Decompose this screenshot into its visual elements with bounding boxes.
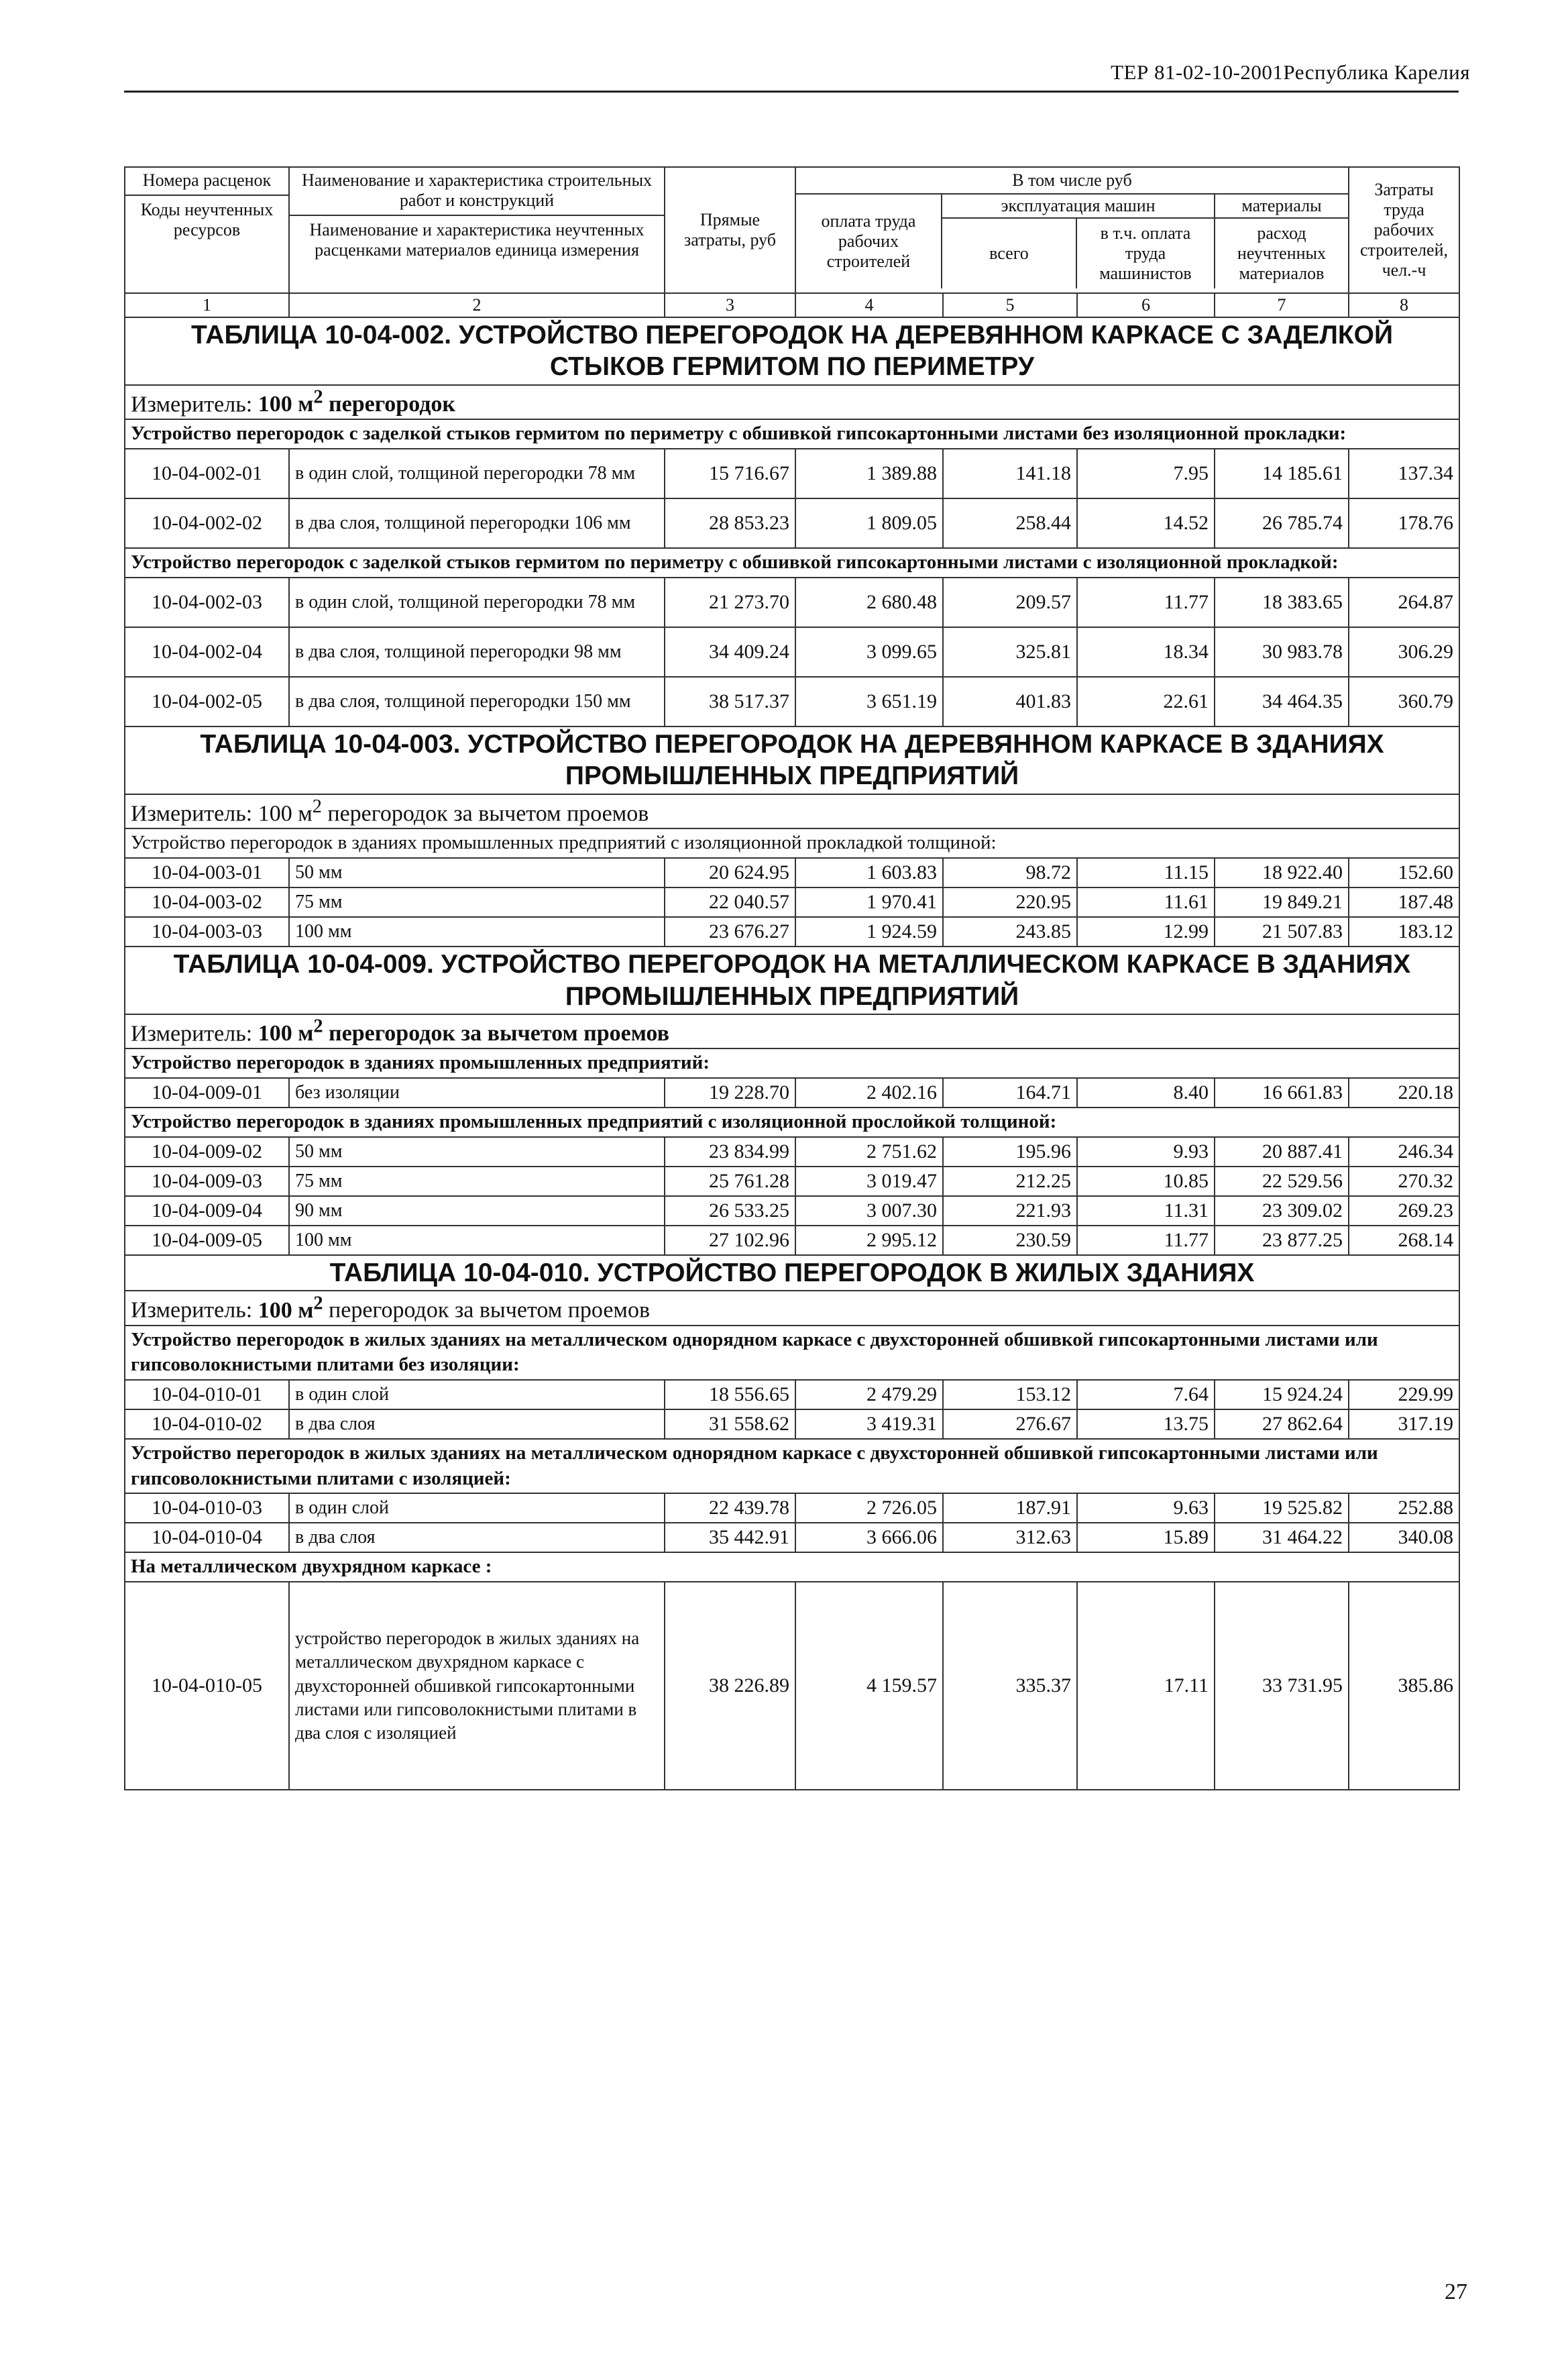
labor-hours: 268.14	[1349, 1226, 1459, 1255]
direct-cost: 23 676.27	[665, 917, 795, 947]
direct-cost: 27 102.96	[665, 1226, 795, 1255]
work-name: в два слоя, толщиной перегородки 150 мм	[289, 677, 665, 726]
work-name: 50 мм	[289, 858, 665, 887]
rate-code: 10-04-002-05	[125, 677, 289, 726]
direct-cost: 35 442.91	[665, 1523, 795, 1552]
col-number: 8	[1349, 293, 1459, 317]
col-header-2	[289, 167, 665, 293]
machinist-pay: 14.52	[1077, 498, 1215, 548]
price-table	[124, 166, 1460, 1790]
machinist-pay: 8.40	[1077, 1078, 1215, 1108]
rate-code: 10-04-010-04	[125, 1523, 289, 1552]
labor-hours: 246.34	[1349, 1137, 1459, 1167]
col-header-1	[125, 167, 289, 293]
materials: 22 529.56	[1215, 1167, 1349, 1196]
col-number: 1	[125, 293, 289, 317]
measure-unit: Измеритель: 100 $м^2$ перегородок за вычетом проемов	[125, 794, 1459, 828]
table-row	[125, 1409, 1459, 1439]
rate-code: 10-04-010-05	[125, 1582, 289, 1790]
direct-cost: 22 439.78	[665, 1493, 795, 1523]
table-row	[125, 917, 1459, 947]
col-number: 5	[943, 293, 1077, 317]
col-header-6: в т.ч. оплата труда машинистов	[1099, 223, 1192, 283]
labor-hours: 252.88	[1349, 1493, 1459, 1523]
direct-cost: 20 624.95	[665, 858, 795, 887]
machines-total: 98.72	[943, 858, 1077, 887]
section-row	[125, 1439, 1459, 1493]
labor-hours: 270.32	[1349, 1167, 1459, 1196]
direct-cost: 19 228.70	[665, 1078, 795, 1108]
machinist-pay: 13.75	[1077, 1409, 1215, 1439]
machinist-pay: 22.61	[1077, 677, 1215, 726]
col-header-4: оплата труда рабочих строителей	[796, 195, 942, 288]
materials: 23 877.25	[1215, 1226, 1349, 1255]
labor-pay: 4 159.57	[795, 1582, 943, 1790]
rate-code: 10-04-009-01	[125, 1078, 289, 1108]
column-number-row	[125, 293, 1459, 317]
section-row	[125, 828, 1459, 858]
labor-hours: 152.60	[1349, 858, 1459, 887]
work-name: в один слой, толщиной перегородки 78 мм	[289, 578, 665, 627]
work-name: устройство перегородок в жилых зданиях на металлическом двухрядном каркасе с двухсторонней обшивкой гипсокартонными листами или гипсоволокнистыми плитами в два слоя с изоляцией	[289, 1582, 665, 1790]
labor-pay: 1 924.59	[795, 917, 943, 947]
labor-hours: 137.34	[1349, 449, 1459, 498]
section-title: Устройство перегородок в зданиях промышленных предприятий с изоляционной прокладкой толщиной:	[125, 828, 1459, 858]
machines-total: 187.91	[943, 1493, 1077, 1523]
table-row	[125, 1523, 1459, 1552]
table-row	[125, 1582, 1459, 1790]
col-header-materials: материалы	[1215, 195, 1348, 219]
direct-cost: 25 761.28	[665, 1167, 795, 1196]
section-row	[125, 1326, 1459, 1380]
materials: 33 731.95	[1215, 1582, 1349, 1790]
labor-pay: 1 603.83	[795, 858, 943, 887]
rate-code: 10-04-003-01	[125, 858, 289, 887]
work-name: 50 мм	[289, 1137, 665, 1167]
table-row	[125, 1137, 1459, 1167]
labor-hours: 220.18	[1349, 1078, 1459, 1108]
work-name: в два слоя, толщиной перегородки 106 мм	[289, 498, 665, 548]
machinist-pay: 7.64	[1077, 1380, 1215, 1409]
document-header-title: ТЕР 81-02-10-2001Республика Карелия	[1111, 60, 1470, 84]
labor-pay: 1 809.05	[795, 498, 943, 548]
table-title-row	[125, 317, 1459, 385]
rate-code: 10-04-002-01	[125, 449, 289, 498]
work-name: 100 мм	[289, 917, 665, 947]
section-title: Устройство перегородок с заделкой стыков гермитом по периметру с обшивкой гипсокартонными листами без изоляционной прокладки:	[125, 419, 1459, 449]
rate-code: 10-04-009-04	[125, 1196, 289, 1226]
rate-code: 10-04-003-03	[125, 917, 289, 947]
labor-hours: 178.76	[1349, 498, 1459, 548]
labor-hours: 306.29	[1349, 627, 1459, 677]
machines-total: 212.25	[943, 1167, 1077, 1196]
col-header-1-top: Номера расценок	[125, 168, 288, 196]
section-row	[125, 419, 1459, 449]
labor-pay: 2 479.29	[795, 1380, 943, 1409]
col-header-7: расход неучтенных материалов	[1237, 223, 1327, 283]
materials: 19 525.82	[1215, 1493, 1349, 1523]
rate-code: 10-04-010-01	[125, 1380, 289, 1409]
header-rule	[124, 91, 1459, 93]
labor-pay: 2 402.16	[795, 1078, 943, 1108]
table-row	[125, 858, 1459, 887]
labor-hours: 317.19	[1349, 1409, 1459, 1439]
labor-hours: 183.12	[1349, 917, 1459, 947]
labor-pay: 3 419.31	[795, 1409, 943, 1439]
machinist-pay: 10.85	[1077, 1167, 1215, 1196]
table-row	[125, 1226, 1459, 1255]
table-title: ТАБЛИЦА 10-04-002. УСТРОЙСТВО ПЕРЕГОРОДОК НА ДЕРЕВЯННОМ КАРКАСЕ С ЗАДЕЛКОЙ СТЫКОВ ГЕРМИТОМ ПО ПЕРИМЕТРУ	[125, 317, 1459, 385]
materials: 26 785.74	[1215, 498, 1349, 548]
machinist-pay: 12.99	[1077, 917, 1215, 947]
col-header-1-bottom: Коды неучтенных ресурсов	[140, 199, 274, 239]
col-number: 7	[1215, 293, 1349, 317]
machinist-pay: 11.61	[1077, 887, 1215, 917]
labor-pay: 3 099.65	[795, 627, 943, 677]
direct-cost: 31 558.62	[665, 1409, 795, 1439]
machines-total: 401.83	[943, 677, 1077, 726]
materials: 14 185.61	[1215, 449, 1349, 498]
direct-cost: 23 834.99	[665, 1137, 795, 1167]
col-header-2-top: Наименование и характеристика строительных работ и конструкций	[290, 168, 664, 216]
labor-hours: 229.99	[1349, 1380, 1459, 1409]
table-row	[125, 627, 1459, 677]
rate-code: 10-04-010-03	[125, 1493, 289, 1523]
measure-unit: Измеритель: 100 $м^2$ перегородок	[125, 385, 1459, 419]
materials: 31 464.22	[1215, 1523, 1349, 1552]
machines-total: 209.57	[943, 578, 1077, 627]
col-number: 2	[289, 293, 665, 317]
labor-hours: 269.23	[1349, 1196, 1459, 1226]
materials: 19 849.21	[1215, 887, 1349, 917]
machinist-pay: 9.93	[1077, 1137, 1215, 1167]
direct-cost: 18 556.65	[665, 1380, 795, 1409]
header-row	[125, 167, 1459, 293]
table-row	[125, 1380, 1459, 1409]
col-number: 6	[1077, 293, 1215, 317]
machinist-pay: 17.11	[1077, 1582, 1215, 1790]
section-row	[125, 1108, 1459, 1137]
table-title-row	[125, 726, 1459, 794]
col-header-2-bottom: Наименование и характеристика неучтенных расценками материалов единица измерения	[309, 219, 645, 260]
rate-code: 10-04-009-03	[125, 1167, 289, 1196]
section-title: Устройство перегородок в жилых зданиях на металлическом однорядном каркасе с двухсторонней обшивкой гипсокартонными листами или гипсоволокнистыми плитами без изоляции:	[125, 1326, 1459, 1380]
section-title: Устройство перегородок в зданиях промышленных предприятий:	[125, 1048, 1459, 1078]
measure-row	[125, 385, 1459, 419]
work-name: 100 мм	[289, 1226, 665, 1255]
materials: 18 383.65	[1215, 578, 1349, 627]
col-header-group	[795, 167, 1349, 293]
col-header-3: Прямые затраты, руб	[665, 167, 795, 293]
work-name: в один слой	[289, 1493, 665, 1523]
work-name: без изоляции	[289, 1078, 665, 1108]
work-name: в два слоя	[289, 1409, 665, 1439]
machines-total: 258.44	[943, 498, 1077, 548]
measure-unit: Измеритель: 100 $м^2$ перегородок за вычетом проемов	[125, 1291, 1459, 1325]
labor-hours: 340.08	[1349, 1523, 1459, 1552]
work-name: 75 мм	[289, 1167, 665, 1196]
rate-code: 10-04-002-02	[125, 498, 289, 548]
work-name: в один слой, толщиной перегородки 78 мм	[289, 449, 665, 498]
machinist-pay: 18.34	[1077, 627, 1215, 677]
labor-pay: 2 726.05	[795, 1493, 943, 1523]
col-header-5: всего	[942, 219, 1077, 288]
col-header-8: Затраты труда рабочих строителей, чел.-ч	[1349, 167, 1459, 293]
table-title: ТАБЛИЦА 10-04-009. УСТРОЙСТВО ПЕРЕГОРОДОК НА МЕТАЛЛИЧЕСКОМ КАРКАСЕ В ЗДАНИЯХ ПРОМЫШЛЕННЫХ ПРЕДПРИЯТИЙ	[125, 947, 1459, 1014]
table-title: ТАБЛИЦА 10-04-010. УСТРОЙСТВО ПЕРЕГОРОДОК В ЖИЛЫХ ЗДАНИЯХ	[125, 1255, 1459, 1291]
materials: 20 887.41	[1215, 1137, 1349, 1167]
machinist-pay: 11.77	[1077, 578, 1215, 627]
machinist-pay: 11.15	[1077, 858, 1215, 887]
machinist-pay: 7.95	[1077, 449, 1215, 498]
direct-cost: 15 716.67	[665, 449, 795, 498]
labor-pay: 3 666.06	[795, 1523, 943, 1552]
table-title-row	[125, 947, 1459, 1014]
labor-hours: 385.86	[1349, 1582, 1459, 1790]
direct-cost: 22 040.57	[665, 887, 795, 917]
col-number: 4	[795, 293, 943, 317]
measure-row	[125, 1014, 1459, 1048]
materials: 21 507.83	[1215, 917, 1349, 947]
materials: 27 862.64	[1215, 1409, 1349, 1439]
work-name: в два слоя, толщиной перегородки 98 мм	[289, 627, 665, 677]
machines-total: 335.37	[943, 1582, 1077, 1790]
measure-row	[125, 1291, 1459, 1325]
machines-total: 276.67	[943, 1409, 1077, 1439]
direct-cost: 26 533.25	[665, 1196, 795, 1226]
page-number: 27	[1445, 2279, 1467, 2304]
materials: 30 983.78	[1215, 627, 1349, 677]
labor-pay: 3 651.19	[795, 677, 943, 726]
machinist-pay: 15.89	[1077, 1523, 1215, 1552]
labor-hours: 187.48	[1349, 887, 1459, 917]
rate-code: 10-04-002-03	[125, 578, 289, 627]
section-title: Устройство перегородок в зданиях промышленных предприятий с изоляционной прослойкой толщиной:	[125, 1108, 1459, 1137]
machinist-pay: 11.77	[1077, 1226, 1215, 1255]
table-row	[125, 1167, 1459, 1196]
direct-cost: 28 853.23	[665, 498, 795, 548]
table-row	[125, 498, 1459, 548]
rate-code: 10-04-010-02	[125, 1409, 289, 1439]
machinist-pay: 11.31	[1077, 1196, 1215, 1226]
labor-pay: 1 970.41	[795, 887, 943, 917]
machines-total: 220.95	[943, 887, 1077, 917]
work-name: 90 мм	[289, 1196, 665, 1226]
labor-pay: 3 007.30	[795, 1196, 943, 1226]
labor-hours: 264.87	[1349, 578, 1459, 627]
table-row	[125, 578, 1459, 627]
section-title: Устройство перегородок с заделкой стыков гермитом по периметру с обшивкой гипсокартонными листами с изоляционной прокладкой:	[125, 548, 1459, 578]
section-row	[125, 1552, 1459, 1582]
direct-cost: 34 409.24	[665, 627, 795, 677]
labor-pay: 2 751.62	[795, 1137, 943, 1167]
labor-pay: 3 019.47	[795, 1167, 943, 1196]
machinist-pay: 9.63	[1077, 1493, 1215, 1523]
machines-total: 325.81	[943, 627, 1077, 677]
rate-code: 10-04-002-04	[125, 627, 289, 677]
section-title: Устройство перегородок в жилых зданиях на металлическом однорядном каркасе с двухсторонней обшивкой гипсокартонными листами или гипсоволокнистыми плитами с изоляцией:	[125, 1439, 1459, 1493]
materials: 15 924.24	[1215, 1380, 1349, 1409]
table-row	[125, 1078, 1459, 1108]
materials: 16 661.83	[1215, 1078, 1349, 1108]
table-row	[125, 887, 1459, 917]
col-number: 3	[665, 293, 795, 317]
machines-total: 141.18	[943, 449, 1077, 498]
materials: 34 464.35	[1215, 677, 1349, 726]
direct-cost: 38 517.37	[665, 677, 795, 726]
section-row	[125, 548, 1459, 578]
table-row	[125, 1493, 1459, 1523]
work-name: в два слоя	[289, 1523, 665, 1552]
work-name: в один слой	[289, 1380, 665, 1409]
machines-total: 312.63	[943, 1523, 1077, 1552]
rate-code: 10-04-009-05	[125, 1226, 289, 1255]
materials: 23 309.02	[1215, 1196, 1349, 1226]
materials: 18 922.40	[1215, 858, 1349, 887]
section-row	[125, 1048, 1459, 1078]
machines-total: 221.93	[943, 1196, 1077, 1226]
measure-row	[125, 794, 1459, 828]
col-header-group-title: В том числе руб	[796, 168, 1348, 195]
table-title-row	[125, 1255, 1459, 1291]
labor-hours: 360.79	[1349, 677, 1459, 726]
direct-cost: 21 273.70	[665, 578, 795, 627]
work-name: 75 мм	[289, 887, 665, 917]
table-row	[125, 1196, 1459, 1226]
rate-code: 10-04-009-02	[125, 1137, 289, 1167]
machines-total: 195.96	[943, 1137, 1077, 1167]
labor-pay: 2 680.48	[795, 578, 943, 627]
table-title: ТАБЛИЦА 10-04-003. УСТРОЙСТВО ПЕРЕГОРОДОК НА ДЕРЕВЯННОМ КАРКАСЕ В ЗДАНИЯХ ПРОМЫШЛЕННЫХ ПРЕДПРИЯТИЙ	[125, 726, 1459, 794]
measure-unit: Измеритель: 100 $м^2$ перегородок за вычетом проемов	[125, 1014, 1459, 1048]
table-row	[125, 677, 1459, 726]
machines-total: 230.59	[943, 1226, 1077, 1255]
rate-code: 10-04-003-02	[125, 887, 289, 917]
machines-total: 164.71	[943, 1078, 1077, 1108]
table-row	[125, 449, 1459, 498]
machines-total: 153.12	[943, 1380, 1077, 1409]
col-header-machines: эксплуатация машин	[942, 195, 1214, 219]
machines-total: 243.85	[943, 917, 1077, 947]
labor-pay: 2 995.12	[795, 1226, 943, 1255]
labor-pay: 1 389.88	[795, 449, 943, 498]
direct-cost: 38 226.89	[665, 1582, 795, 1790]
section-title: На металлическом двухрядном каркасе :	[125, 1552, 1459, 1582]
